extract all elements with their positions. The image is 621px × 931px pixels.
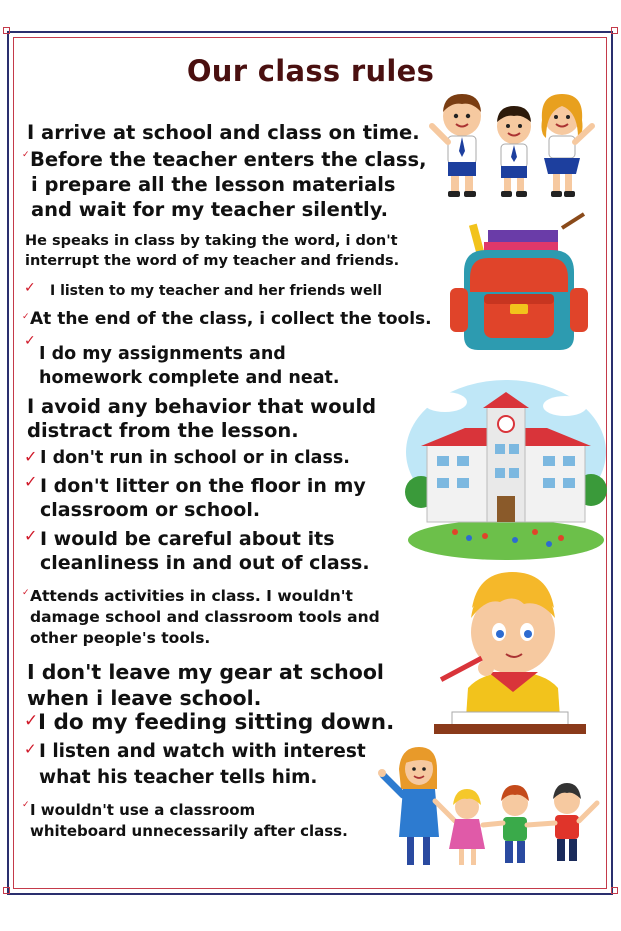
rule-line: damage school and classroom tools and (30, 608, 380, 626)
check-icon: ✓ (24, 333, 36, 349)
rule-line: I do my assignments and (39, 344, 286, 364)
frame-corner (3, 887, 10, 894)
check-icon: ✓ (22, 312, 30, 322)
rule-line: Before the teacher enters the class, (30, 148, 427, 171)
rule-line: I wouldn't use a classroom (30, 801, 256, 819)
rule-line: I do my feeding sitting down. (38, 710, 395, 735)
rule-line: I don't leave my gear at school (27, 660, 384, 684)
rule-line: and wait for my teacher silently. (31, 198, 389, 221)
check-icon: ✓ (24, 280, 36, 296)
rule-item (30, 147, 427, 222)
rule-item (27, 395, 376, 443)
check-icon: ✓ (24, 740, 37, 758)
rule-line: other people's tools. (30, 629, 211, 647)
rule-line: I listen and watch with interest (39, 741, 366, 762)
school-backpack-icon (444, 208, 594, 358)
rule-line: i prepare all the lesson materials (31, 173, 396, 196)
rule-item (50, 284, 382, 299)
rule-item (40, 527, 370, 575)
rule-line: interrupt the word of my teacher and friends. (25, 253, 400, 269)
frame-corner (3, 27, 10, 34)
schoolchildren-icon (422, 86, 600, 201)
rule-line: I avoid any behavior that would (27, 395, 377, 418)
teacher-with-children-icon (375, 745, 605, 873)
rule-line: classroom or school. (40, 499, 261, 521)
rule-line: whiteboard unnecessarily after class. (30, 822, 348, 840)
rule-line: what his teacher tells him. (39, 767, 318, 788)
rule-item (40, 474, 366, 522)
rule-line: I arrive at school and class on time. (27, 121, 420, 144)
rule-line: when i leave school. (27, 686, 262, 710)
rule-line: Attends activities in class. I wouldn't (30, 587, 353, 605)
rule-line: I listen to my teacher and her friends well (50, 283, 383, 299)
rule-item (27, 122, 420, 143)
check-icon: ✓ (22, 588, 30, 598)
frame-corner (611, 27, 618, 34)
rule-line: distract from the lesson. (27, 419, 299, 442)
rule-line: I would be careful about its (40, 528, 335, 550)
rule-item (40, 449, 350, 468)
rule-line: cleanliness in and out of class. (40, 552, 370, 574)
rule-item (30, 800, 348, 842)
check-icon: ✓ (22, 800, 30, 810)
rule-line: I don't litter on the floor in my (40, 475, 366, 497)
rule-line: I don't run in school or in class. (40, 448, 350, 468)
rule-item (30, 310, 432, 329)
school-building-icon (405, 372, 607, 560)
rule-item (25, 231, 399, 271)
rule-line: At the end of the class, i collect the tools. (30, 309, 432, 329)
rule-line: He speaks in class by taking the word, i don't (25, 233, 398, 249)
frame-corner (611, 887, 618, 894)
check-icon: ✓ (24, 711, 39, 731)
check-icon: ✓ (22, 150, 30, 160)
check-icon: ✓ (24, 447, 38, 466)
check-icon: ✓ (24, 472, 38, 491)
rule-item (39, 342, 340, 390)
rule-item (27, 659, 384, 711)
rule-item (30, 586, 380, 649)
studying-boy-icon (432, 568, 588, 738)
check-icon: ✓ (24, 526, 38, 545)
page-title: Our class rules (186, 54, 435, 88)
rule-line: homework complete and neat. (39, 368, 340, 388)
rule-item (38, 711, 394, 735)
rule-item (39, 739, 366, 791)
